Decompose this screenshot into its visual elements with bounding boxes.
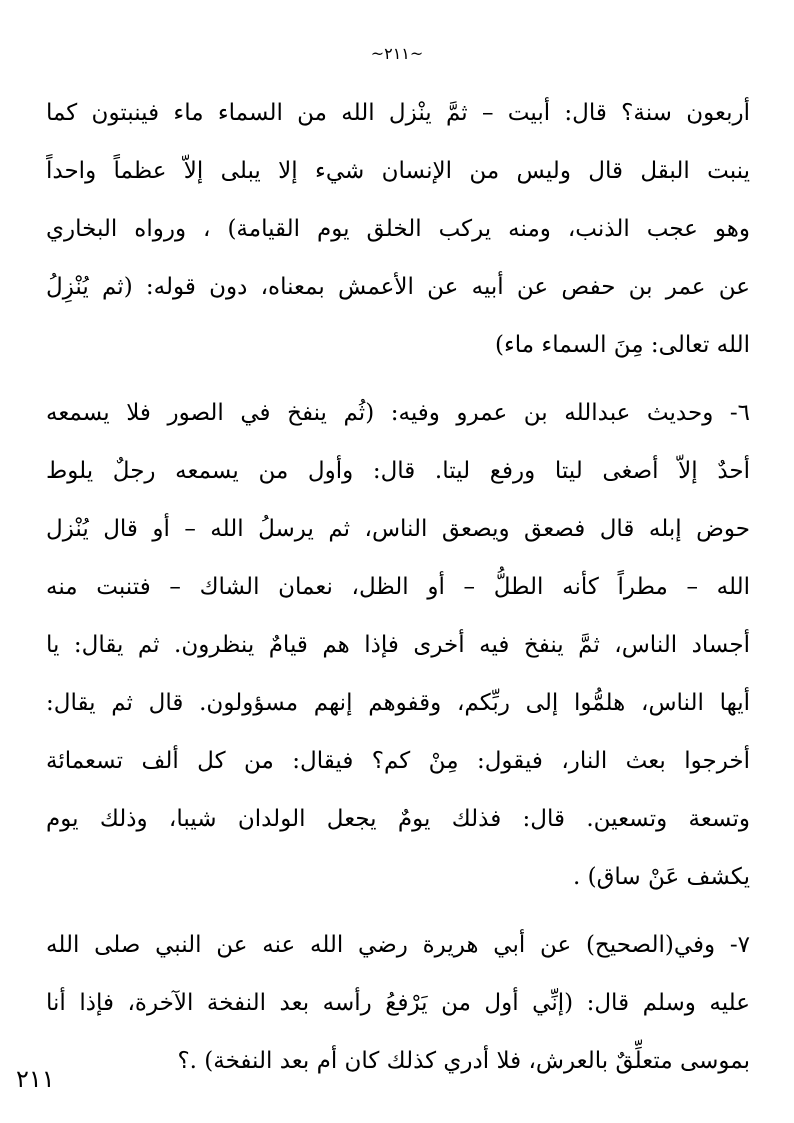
text-line: وتسعة وتسعين. قال: فذلك يومٌ يجعل الولدان شيبا، وذلك يوم xyxy=(46,806,750,832)
text-line: الله تعالى: مِنَ السماء ماء) xyxy=(495,332,750,358)
text-line: أخرجوا بعث النار، فيقول: مِنْ كم؟ فيقال: من كل ألف تسعمائة xyxy=(46,748,750,774)
text-line: الله – مطراً كأنه الطلُّ – أو الظل، نعمان الشاك – فتنبت منه xyxy=(46,574,750,600)
text-line: أحدٌ إلاّ أصغى ليتا ورفع ليتا. قال: وأول من يسمعه رجلٌ يلوط xyxy=(46,458,750,484)
text-line: عن عمر بن حفص عن أبيه عن الأعمش بمعناه، دون قوله: (ثم يُنْزِلُ xyxy=(46,274,750,300)
text-line: ٧- وفي(الصحيح) عن أبي هريرة رضي الله عنه عن النبي صلى الله xyxy=(46,932,750,958)
page-body xyxy=(46,84,750,1100)
text-line: ٦- وحديث عبدالله بن عمرو وفيه: (ثُم ينفخ في الصور فلا يسمعه xyxy=(46,400,750,426)
text-line: أجساد الناس، ثمَّ ينفخ فيه أخرى فإذا هم قيامٌ ينظرون. ثم يقال: يا xyxy=(46,632,750,658)
text-line: عليه وسلم قال: (إنِّي أول من يَرْفعُ رأسه بعد النفخة الآخرة، فإذا أنا xyxy=(46,990,750,1016)
text-line: بموسى متعلِّقٌ بالعرش، فلا أدري كذلك كان أم بعد النفخة) .؟ xyxy=(177,1048,750,1074)
text-line: حوض إبله قال فصعق ويصعق الناس، ثم يرسلُ الله – أو قال يُنْزل xyxy=(46,516,750,542)
text-line: وهو عجب الذنب، ومنه يركب الخلق يوم القيامة) ، ورواه البخاري xyxy=(46,216,750,242)
page-number: ٢١١ xyxy=(16,1065,55,1093)
paragraph-3 xyxy=(46,916,750,1090)
text-line: أربعون سنة؟ قال: أبيت – ثمَّ ينْزل الله من السماء ماء فينبتون كما xyxy=(46,100,750,126)
text-line: يكشف عَنْ ساق) . xyxy=(572,864,750,890)
text-line: أيها الناس، هلمُّوا إلى ربِّكم، وقفوهم إنهم مسؤولون. قال ثم يقال: xyxy=(46,690,750,716)
page-header-marker: ~٢١١~ xyxy=(370,44,424,63)
text-line: ينبت البقل قال وليس من الإنسان شيء إلا يبلى إلاّ عظماً واحداً xyxy=(46,158,750,184)
paragraph-2 xyxy=(46,384,750,906)
paragraph-1 xyxy=(46,84,750,374)
